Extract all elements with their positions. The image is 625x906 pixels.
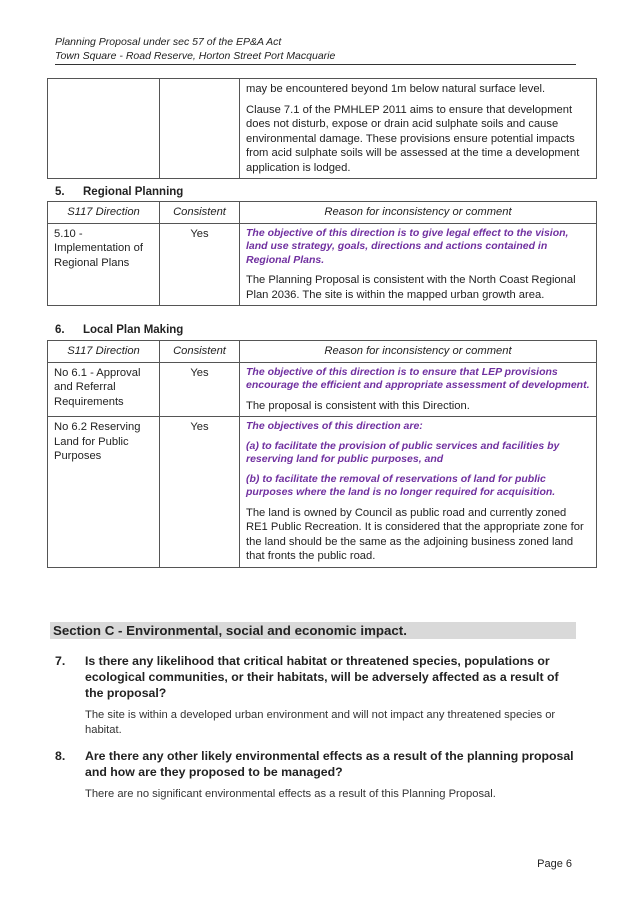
objective-intro-text: The objectives of this direction are:	[246, 420, 423, 432]
question-number: 8.	[55, 749, 66, 763]
header-line-1: Planning Proposal under sec 57 of the EP&A Act	[55, 36, 282, 48]
column-header-direction: S117 Direction	[48, 202, 160, 224]
regional-planning-table	[47, 201, 597, 306]
question-text: Is there any likelihood that critical habitat or threatened species, populations or ecological communities, or their habitats, will be adversely affected as a result of the proposal?	[85, 654, 559, 700]
section-5-heading: 5. Regional Planning	[55, 186, 184, 198]
continuation-comment-cell	[240, 79, 597, 179]
direction-cell: No 6.2 Reserving Land for Public Purposes	[48, 417, 160, 568]
column-header-reason: Reason for inconsistency or comment	[240, 202, 597, 224]
question-7	[55, 653, 575, 737]
table-header-row	[48, 341, 597, 363]
table-row	[48, 79, 597, 179]
continuation-table	[47, 78, 597, 179]
consistent-cell: Yes	[160, 362, 240, 417]
header-line-2: Town Square - Road Reserve, Horton Street Port Macquarie	[55, 50, 336, 62]
column-header-direction: S117 Direction	[48, 341, 160, 363]
question-number: 7.	[55, 654, 66, 668]
column-header-consistent: Consistent	[160, 202, 240, 224]
comment-text: The land is owned by Council as public road and currently zoned RE1 Public Recreation. It is considered that the appropriate zone for the land should be the same as the adjoining business zoned land that fronts the public road.	[246, 506, 584, 562]
continuation-direction-cell	[48, 79, 160, 179]
reason-cell	[240, 362, 597, 417]
continuation-consistent-cell	[160, 79, 240, 179]
answer-text: The site is within a developed urban environment and will not impact any threatened species or habitat.	[85, 709, 556, 736]
table-row	[48, 362, 597, 417]
continuation-text-1: may be encountered beyond 1m below natural surface level.	[246, 83, 546, 95]
local-plan-making-table	[47, 340, 597, 568]
section-6-heading: 6. Local Plan Making	[55, 324, 184, 336]
comment-text: The Planning Proposal is consistent with the North Coast Regional Plan 2036. The site is within the mapped urban growth area.	[246, 274, 576, 301]
consistent-cell: Yes	[160, 417, 240, 568]
table-header-row	[48, 202, 597, 224]
objective-b-text: (b) to facilitate the removal of reservations of land for public purposes where the land is no longer required for acquisition.	[246, 472, 556, 498]
direction-cell: 5.10 - Implementation of Regional Plans	[48, 223, 160, 306]
column-header-consistent: Consistent	[160, 341, 240, 363]
reason-cell	[240, 223, 597, 306]
direction-cell: No 6.1 - Approval and Referral Requirements	[48, 362, 160, 417]
header-rule	[55, 64, 576, 65]
column-header-reason: Reason for inconsistency or comment	[240, 341, 597, 363]
reason-cell	[240, 417, 597, 568]
document-header	[55, 35, 575, 63]
question-text: Are there any other likely environmental effects as a result of the planning proposal and how are they proposed to be managed?	[85, 749, 574, 779]
consistent-cell: Yes	[160, 223, 240, 306]
section-c-heading: Section C - Environmental, social and economic impact.	[50, 622, 576, 639]
table-row	[48, 417, 597, 568]
objective-text: The objective of this direction is to give legal effect to the vision, land use strategy, goals, directions and actions contained in Regional Plans.	[246, 226, 569, 266]
table-row	[48, 223, 597, 306]
answer-text: There are no significant environmental effects as a result of this Planning Proposal.	[85, 788, 496, 800]
page-number: Page 6	[537, 858, 572, 870]
question-8	[55, 748, 575, 802]
objective-text: The objective of this direction is to ensure that LEP provisions encourage the efficient and appropriate assessment of development.	[246, 365, 590, 391]
comment-text: The proposal is consistent with this Direction.	[246, 399, 470, 412]
objective-a-text: (a) to facilitate the provision of public services and facilities by reserving land for public purposes, and	[246, 439, 560, 465]
continuation-text-2: Clause 7.1 of the PMHLEP 2011 aims to ensure that development does not disturb, expose or drain acid sulphate soils and cause environmental damage. These provisions ensure potential impacts from acid sulphate soils will be assessed at the time a development application is lodged.	[246, 103, 580, 174]
